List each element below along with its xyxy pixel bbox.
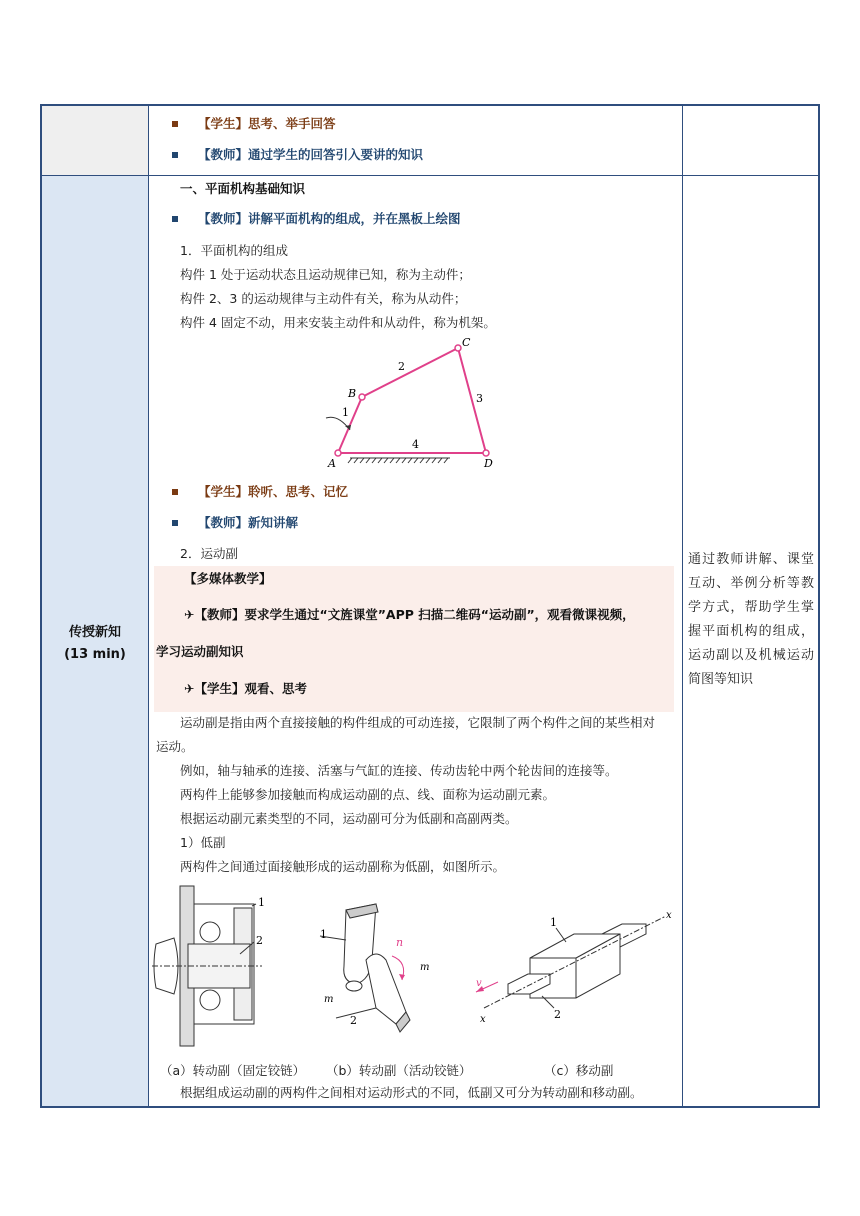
- fig-b-label-2: 2: [350, 1014, 357, 1027]
- revolute-pair-moving-figure: [316, 900, 436, 1040]
- paragraph: 例如，轴与轴承的连接、活塞与气缸的连接、传动齿轮中两个轮齿间的连接等。: [180, 763, 618, 778]
- multimedia-title: 【多媒体教学】: [184, 571, 272, 586]
- fig-c-label-1: 1: [550, 916, 557, 929]
- point-label-a: A: [328, 457, 336, 470]
- teacher-new-line: 【教师】新知讲解: [198, 515, 299, 530]
- bullet-icon: [172, 520, 178, 526]
- paragraph: 构件 2、3 的运动规律与主动件有关，称为从动件；: [180, 291, 467, 306]
- prismatic-pair-figure: [470, 900, 670, 1030]
- teacher-draw-line: 【教师】讲解平面机构的组成，并在黑板上绘图: [198, 211, 461, 226]
- figure-caption-a: （a）转动副（固定铰链）: [160, 1063, 306, 1078]
- revolute-pair-fixed-figure: [152, 884, 272, 1054]
- subsection-title: 2．运动副: [180, 546, 238, 561]
- row-label-duration: (13 min): [64, 647, 126, 662]
- paragraph: 根据运动副元素类型的不同，运动副可分为低副和高副两类。: [180, 811, 518, 826]
- fig-c-label-v: v: [476, 978, 482, 989]
- link-label-4: 4: [412, 438, 419, 451]
- subsection-title: 1．平面机构的组成: [180, 243, 288, 258]
- fig-b-label-m: m: [420, 962, 430, 973]
- link-label-3: 3: [476, 392, 483, 405]
- teacher-intro-line: 【教师】通过学生的回答引入要讲的知识: [198, 147, 424, 162]
- bullet-icon: [172, 489, 178, 495]
- multimedia-teacher-line: ✈【教师】要求学生通过“文旌课堂”APP 扫描二维码“运动副”，观看微课视频，: [184, 607, 635, 622]
- paragraph: 1）低副: [180, 835, 226, 850]
- paragraph: 构件 4 固定不动，用来安装主动件和从动件，称为机架。: [180, 315, 496, 330]
- column-divider: [682, 106, 683, 1106]
- fig-a-label-2: 2: [256, 934, 263, 947]
- student-listen-line: 【学生】聆听、思考、记忆: [198, 484, 349, 499]
- fig-c-label-x1: x: [666, 910, 672, 921]
- figure-caption-b: （b）转动副（活动铰链）: [326, 1063, 472, 1078]
- fig-b-label-1: 1: [320, 928, 327, 941]
- link-label-1: 1: [342, 406, 349, 419]
- bullet-icon: [172, 121, 178, 127]
- point-label-b: B: [348, 387, 357, 400]
- fig-a-label-1: 1: [258, 896, 265, 909]
- student-response-line: 【学生】思考、举手回答: [198, 116, 336, 131]
- row-label-title: 传授新知: [68, 625, 121, 640]
- multimedia-teacher-line-cont: 学习运动副知识: [156, 644, 244, 659]
- paragraph: 运动副是指由两个直接接触的构件组成的可动连接，它限制了两个构件之间的某些相对: [180, 715, 656, 730]
- figure-caption-c: （c）移动副: [544, 1063, 614, 1078]
- row-divider: [42, 175, 818, 176]
- paragraph: 两构件上能够参加接触而构成运动副的点、线、面称为运动副元素。: [180, 787, 556, 802]
- paragraph: 根据组成运动副的两构件之间相对运动形式的不同，低副又可分为转动副和移动副。: [180, 1085, 643, 1100]
- four-bar-linkage-figure: [320, 334, 500, 474]
- fig-c-label-2: 2: [554, 1008, 561, 1021]
- point-label-d: D: [484, 457, 493, 470]
- paragraph: 两构件之间通过面接触形成的运动副称为低副，如图所示。: [180, 859, 506, 874]
- link-label-2: 2: [398, 360, 405, 373]
- left-cell-top: [42, 106, 148, 175]
- teaching-note: 通过教师讲解、课堂互动、举例分析等教学方式，帮助学生掌握平面机构的组成，运动副以及机械运动简图等知识: [688, 552, 814, 687]
- fig-b-label-m2: m: [324, 994, 334, 1005]
- paragraph: 运动。: [156, 739, 194, 754]
- multimedia-student-line: ✈【学生】观看、思考: [184, 681, 307, 696]
- bullet-icon: [172, 152, 178, 158]
- bullet-icon: [172, 216, 178, 222]
- row-label: [42, 622, 148, 666]
- section-title: 一、平面机构基础知识: [180, 181, 306, 196]
- fig-b-label-n: n: [396, 936, 404, 949]
- column-divider: [148, 106, 149, 1106]
- paragraph: 构件 1 处于运动状态且运动规律已知，称为主动件；: [180, 267, 471, 282]
- point-label-c: C: [462, 336, 471, 349]
- fig-c-label-x2: x: [480, 1014, 486, 1025]
